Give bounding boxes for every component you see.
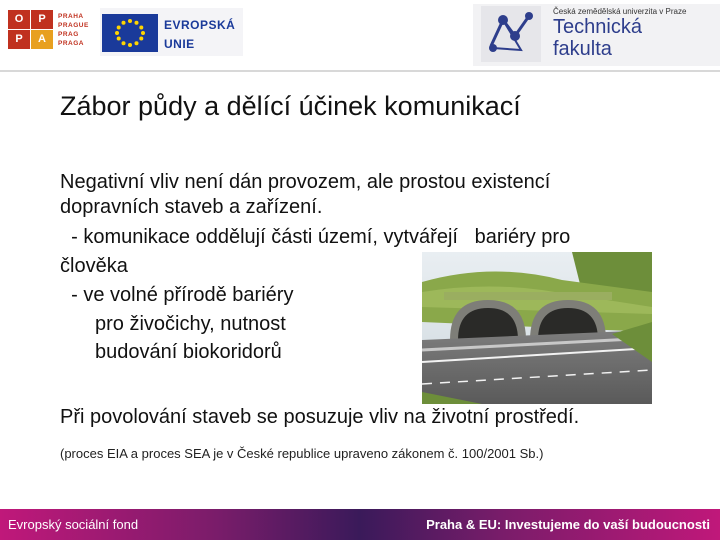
faculty-name-line2: fakulta	[553, 38, 612, 60]
eu-logo	[100, 8, 243, 56]
eu-subtitle: UNIE	[164, 37, 195, 51]
praha-word-grid	[58, 12, 89, 48]
technical-faculty-logo	[473, 4, 720, 66]
header-divider	[0, 70, 720, 72]
bullet-line: - komunikace oddělují části území, vytvářejí bariéry pro	[60, 226, 571, 248]
footer-right-text: Praha & EU: Investujeme do vaší budoucnosti	[426, 517, 710, 532]
oppa-letter: A	[31, 30, 53, 49]
praha-word: PRAG	[58, 31, 79, 38]
praha-word: PRAGUE	[58, 22, 89, 29]
eu-flag-icon	[102, 14, 158, 52]
faculty-name-line1: Technická	[553, 16, 642, 38]
conclusion-line: Při povolování staveb se posuzuje vliv na životní prostředí.	[60, 406, 580, 428]
praha-word: PRAHA	[58, 13, 84, 20]
paragraph-line: Negativní vliv není dán provozem, ale prostou existencí	[60, 171, 551, 193]
faculty-emblem-icon	[481, 6, 541, 62]
paragraph-line: dopravních staveb a zařízení.	[60, 196, 323, 218]
oppa-letter: P	[31, 10, 53, 29]
oppa-logo	[8, 10, 54, 50]
bullet-line: pro živočichy, nutnost	[95, 313, 286, 335]
bullet-line: člověka	[60, 255, 128, 277]
slide-title: Zábor půdy a dělící účinek komunikací	[60, 91, 521, 121]
oppa-letter: P	[8, 30, 30, 49]
legal-note: (proces EIA a proces SEA je v České republice upraveno zákonem č. 100/2001 Sb.)	[60, 446, 544, 461]
university-name: Česká zemědělská univerzita v Praze	[553, 7, 687, 16]
footer-left-text: Evropský sociální fond	[8, 517, 139, 532]
oppa-letter: O	[8, 10, 30, 29]
eu-title: EVROPSKÁ	[164, 18, 236, 32]
praha-word: PRAGA	[58, 40, 84, 47]
bullet-line: - ve volné přírodě bariéry	[60, 284, 294, 306]
wildlife-overpass-photo	[422, 252, 652, 404]
footer-bar	[0, 509, 720, 540]
bullet-line: budování biokoridorů	[95, 341, 282, 363]
header-bar	[0, 0, 720, 72]
